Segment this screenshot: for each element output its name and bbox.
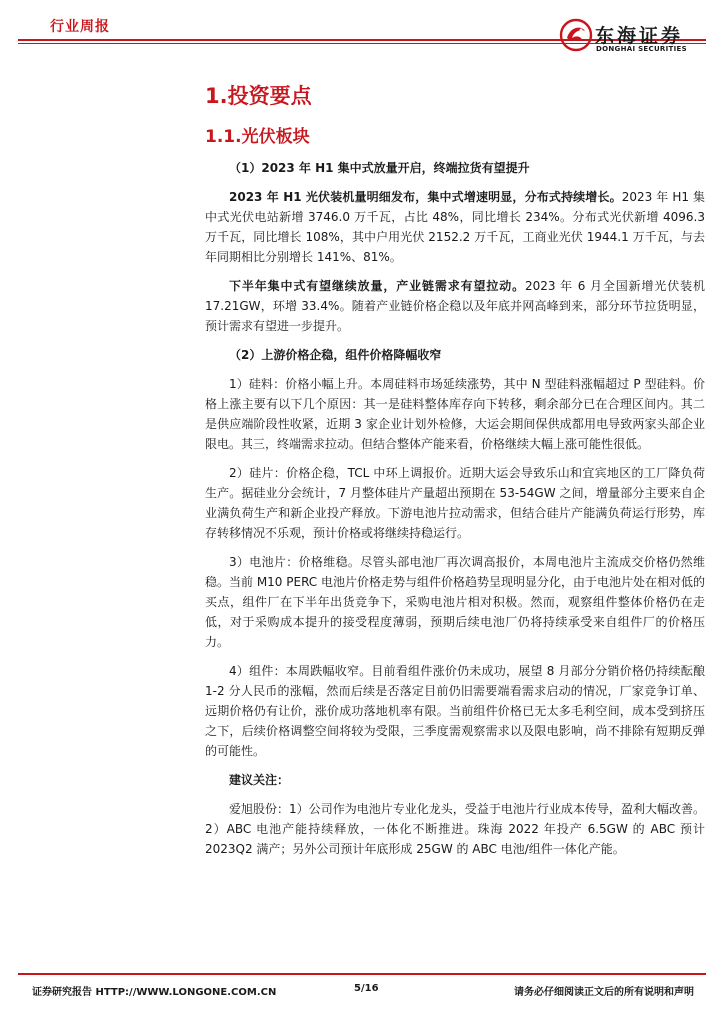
footer-website: 证券研究报告 HTTP://WWW.LONGONE.COM.CN (32, 987, 277, 998)
logo-text-en: DONGHAI SECURITIES (596, 45, 687, 53)
topic-title-2: （2）上游价格企稳，组件价格降幅收窄 (229, 348, 442, 362)
paragraph-recommendation: 爱旭股份：1）公司作为电池片专业化龙头，受益于电池片行业成本传导，盈利大幅改善。2）ABC 电池产能持续释放，一体化不断推进。珠海 2022 年投产 6.5GW 的 ABC 预计 2023Q2 满产；另外公司预计年底形成 25GW 的 ABC 电池/组件一体化产能。 (205, 802, 705, 856)
subsection-heading: 1.1.光伏板块 (205, 127, 310, 147)
donghai-logo (559, 18, 709, 58)
paragraph-body: 2023 年 H1 集中式光伏电站新增 3746.0 万千瓦，占比 48%，同比增长 234%。分布式光伏新增 4096.3 万千瓦，同比增长 108%，其中户用光伏 2152.2 万千瓦，工商业光伏 1944.1 万千瓦，与去年同期相比分别增长 141%、81%。 (205, 190, 705, 264)
topic-title-1: （1）2023 年 H1 集中式放量开启，终端拉货有望提升 (229, 161, 530, 175)
paragraph-cell: 3）电池片：价格维稳。尽管头部电池厂再次调高报价，本周电池片主流成交价格仍然维稳。当前 M10 PERC 电池片价格走势与组件价格趋势呈现明显分化，由于电池片处在相对低的买点，组件厂在下半年出货竞争下，采购电池片相对积极。然而，观察组件整体价格仍在走低，对于采购成本提升的接受程度薄弱，预期后续电池厂仍将持续承受来自组件厂的价格压力。 (205, 555, 706, 649)
paragraph-polysilicon: 1）硅料：价格小幅上升。本周硅料市场延续涨势，其中 N 型硅料涨幅超过 P 型硅料。价格上涨主要有以下几个原因：其一是硅料整体库存向下转移，剩余部分已在合理区间内。其二是供应端阶段性收紧，近期 3 家企业计划外检修，大运会期间保供成都用电导致两家头部企业限电。其三，终端需求拉动。但结合整体产能来看，价格继续大幅上涨可能性很低。 (205, 377, 705, 451)
paragraph-lead: 下半年集中式有望继续放量，产业链需求有望拉动。 (229, 279, 525, 293)
section-heading: 1.投资要点 (205, 84, 312, 108)
main-content (205, 80, 705, 868)
paragraph-installations (205, 187, 705, 267)
paragraph-module: 4）组件：本周跌幅收窄。目前看组件涨价仍未成功，展望 8 月部分分销价格仍持续酝酿 1-2 分人民币的涨幅，然而后续是否落定目前仍旧需要端看需求启动的情况，厂家竞争订单、远期价格仍有让价，涨价成功落地机率有限。当前组件价格已无太多毛利空间，成本受到挤压之下，后续价格调整空间将较为受限，三季度需观察需求以及限电影响，尚不排除有短期反弹的可能性。 (205, 664, 705, 758)
suggestion-title: 建议关注： (229, 773, 290, 787)
footer-rule (18, 973, 706, 975)
logo-text-cn: 东海证券 (595, 25, 684, 47)
paragraph-outlook (205, 276, 705, 336)
footer-disclaimer: 请务必仔细阅读正文后的所有说明和声明 (514, 987, 694, 998)
paragraph-lead: 2023 年 H1 光伏装机量明细发布，集中式增速明显，分布式持续增长。 (229, 190, 622, 204)
report-type-label: 行业周报 (50, 19, 110, 35)
page-number: 5/16 (354, 983, 379, 994)
dragon-emblem-icon (559, 18, 593, 52)
paragraph-body: 2023 年 6 月全国新增光伏装机 17.21GW，环增 33.4%。随着产业链价格企稳以及年底并网高峰到来，部分环节拉货明显，预计需求有望进一步提升。 (205, 279, 705, 333)
paragraph-wafer: 2）硅片：价格企稳，TCL 中环上调报价。近期大运会导致乐山和宜宾地区的工厂降负荷生产。据硅业分会统计，7 月整体硅片产量超出预期在 53-54GW 之间，增量部分主要来自企业满负荷生产和新企业投产释放。下游电池片拉动需求，但结合硅片产能满负荷运行形势，库存转移情况不乐观，预计价格或将继续持稳运行。 (205, 466, 705, 540)
